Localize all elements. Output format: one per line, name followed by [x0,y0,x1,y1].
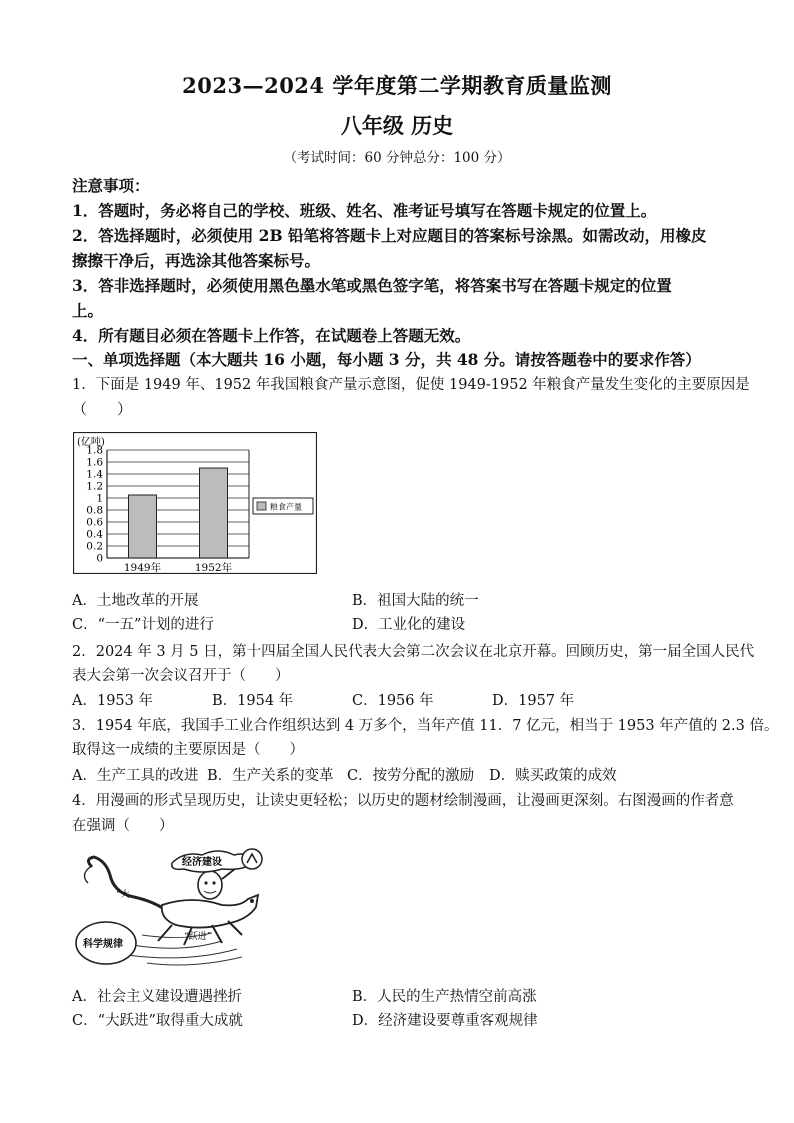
q4-option-a: A．社会主义建设遭遇挫折 [72,989,242,1005]
q1-option-a: A．土地改革的开展 [72,593,199,609]
q4-stem-2: 在强调（ ） [72,818,174,834]
note-item: 上。 [72,301,104,320]
q1-stem: 1．下面是 1949 年、1952 年我国粮食产量示意图，促使 1949-1952 年粮食产量发生变化的主要原因是 [72,377,750,393]
chart-bar [200,468,228,558]
q3-option-b: B．生产关系的变革 [207,768,334,784]
note-item: 2．答选择题时，必须使用 2B 铅笔将答题卡上对应题目的答案标号涂黑。如需改动，用橡皮 [72,226,707,245]
q3-option-c: C．按劳分配的激励 [347,768,475,784]
flag-icon [242,849,262,869]
q2-option-d: D．1957 年 [492,693,575,709]
q2-option-a: A．1953 年 [72,693,153,709]
horse-label: “跃进” [184,932,212,942]
notes-heading: 注意事项： [72,176,150,195]
note-item: 3．答非选择题时，必须使用黑色墨水笔或黑色签字笔，将答案书写在答题卡规定的位置 [72,276,672,295]
q1-option-b: B．祖国大陆的统一 [352,593,479,609]
q4-option-d: D．经济建设要尊重客观规律 [352,1013,538,1029]
chart-ytick-label: 0.4 [86,528,103,541]
chart-svg [73,432,317,574]
exam-info: （考试时间：60 分钟总分：100 分） [283,150,511,166]
note-item: 擦擦干净后，再选涂其他答案标号。 [72,251,321,270]
chart-xtick-label: 1949年 [123,562,162,574]
tail-label: “大 [116,890,130,900]
grain-output-chart [73,432,317,574]
chart-ytick-label: 0 [96,552,103,565]
section-heading: 一、单项选择题（本大题共 16 小题，每小题 3 分，共 48 分。请按答题卷中的要求作答） [72,350,701,369]
chart-ytick-label: 1.8 [86,444,103,457]
chart-ytick-label: 1 [96,492,103,505]
q1-option-d: D．工业化的建设 [352,617,466,633]
chart-ytick-label: 0.2 [86,540,103,553]
q4-stem: 4．用漫画的形式呈现历史，让读史更轻松；以历史的题材绘制漫画，让漫画更深刻。右图漫画的作者意 [72,793,734,809]
chart-ytick-label: 1.4 [86,468,103,481]
q4-cartoon [72,845,312,970]
horse-figure [162,895,258,928]
q4-option-c: C．“大跃进”取得重大成就 [72,1013,243,1029]
chart-legend-swatch [257,502,266,510]
exam-title: 2023—2024 学年度第二学期教育质量监测 [182,73,612,98]
chart-ytick-label: 1.6 [86,456,103,469]
chart-bar [129,495,157,558]
q1-option-c: C．“一五”计划的进行 [72,617,214,633]
chart-ylabel: (亿吨) [77,437,105,448]
q3-option-d: D．赎买政策的成效 [489,768,617,784]
note-item: 4．所有题目必须在答题卡上作答，在试题卷上答题无效。 [72,326,471,345]
q4-option-b: B．人民的生产热情空前高涨 [352,989,537,1005]
chart-xtick-label: 1952年 [194,562,233,574]
sphere-label: 科学规律 [83,939,123,950]
chart-ytick-label: 1.2 [86,480,103,493]
q3-stem-2: 取得这一成绩的主要原因是（ ） [72,742,304,758]
q2-option-b: B．1954 年 [212,693,294,709]
exam-subtitle: 八年级 历史 [340,113,454,138]
note-item: 1．答题时，务必将自己的学校、班级、姓名、准考证号填写在答题卡规定的位置上。 [72,201,657,220]
q3-stem: 3．1954 年底，我国手工业合作组织达到 4 万多个，当年产值 11．7 亿元，相当于 1953 年产值的 2.3 倍。 [72,718,779,734]
chart-legend-label: 粮食产量 [270,502,302,512]
q1-stem-paren: （ ） [72,400,133,418]
chart-ytick-label: 0.6 [86,516,103,529]
q3-option-a: A．生产工具的改进 [72,768,199,784]
cloud-label: 经济建设 [182,857,222,868]
q2-stem: 2．2024 年 3 月 5 日，第十四届全国人民代表大会第二次会议在北京开幕。回顾历史，第一届全国人民代 [72,644,755,660]
q2-option-c: C．1956 年 [352,693,434,709]
rider-figure [198,871,222,899]
q2-stem-2: 表大会第一次会议召开于（ ） [72,668,290,684]
chart-ytick-label: 0.8 [86,504,103,517]
cartoon-illustration [72,845,312,970]
